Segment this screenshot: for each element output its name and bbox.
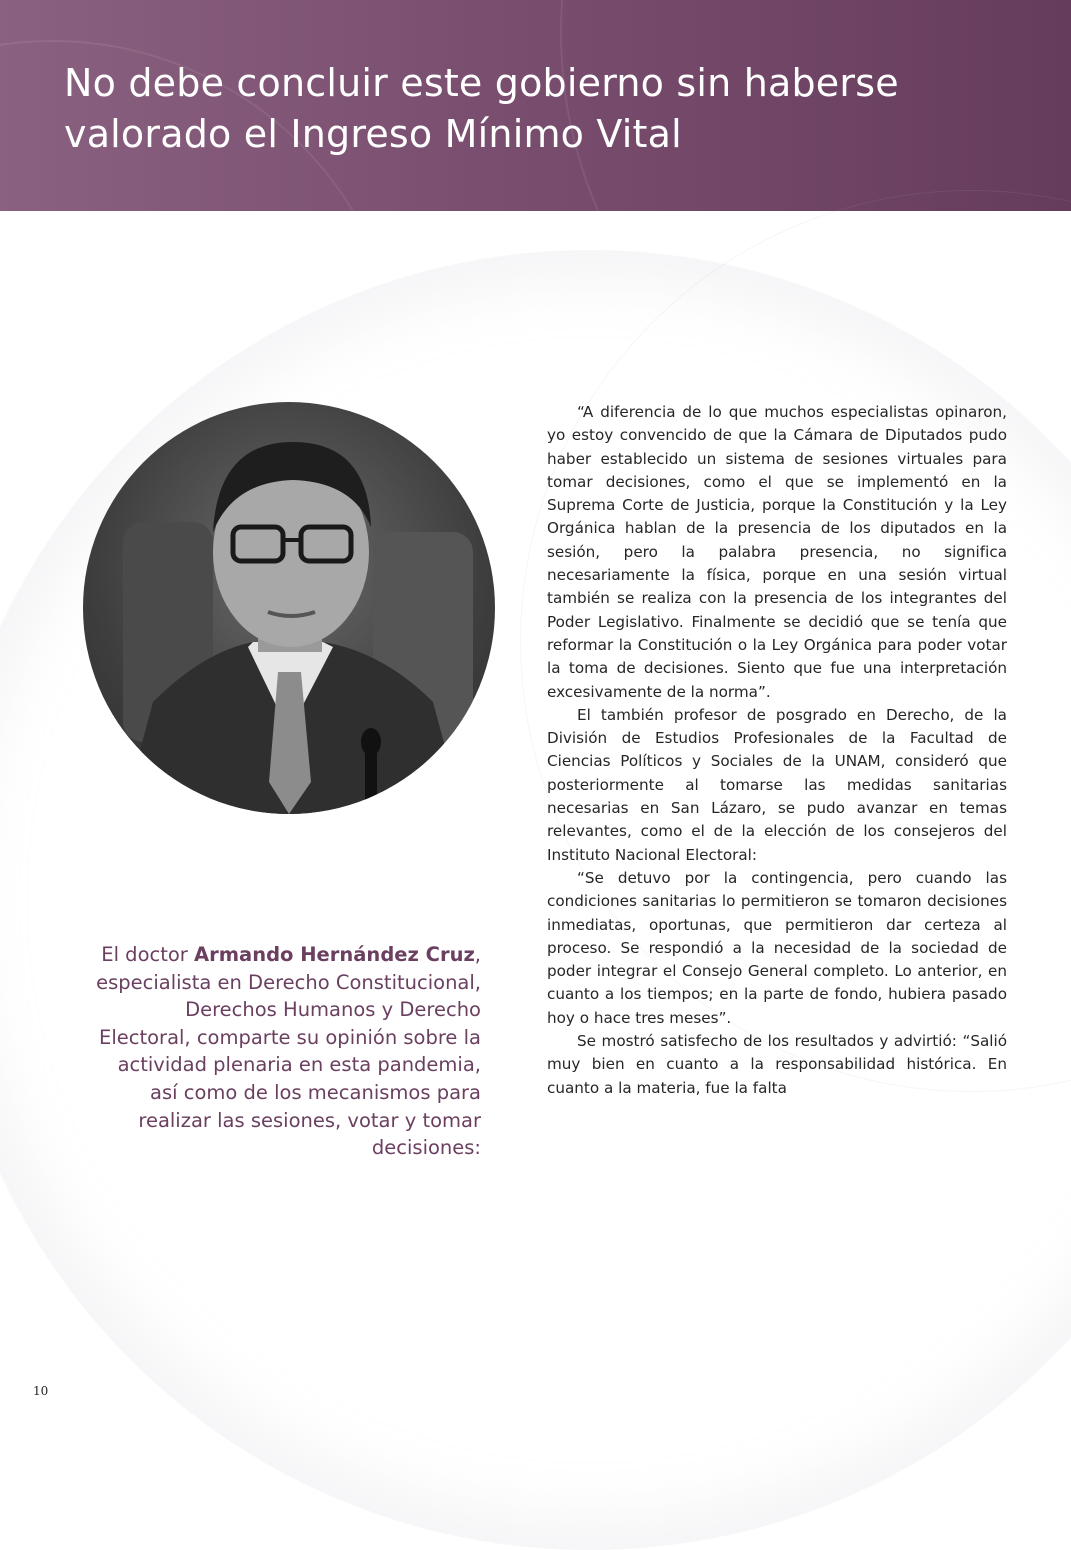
article-body — [547, 401, 1007, 1100]
intro-paragraph — [95, 941, 481, 1162]
portrait-photo — [83, 402, 495, 814]
body-paragraph: Se mostró satisfecho de los resultados y advirtió: “Salió muy bien en cuanto a la responsabilidad histórica. En cuanto a la materia, fue la falta — [547, 1032, 1007, 1097]
intro-lead: El doctor — [101, 943, 188, 966]
body-paragraph: “A diferencia de lo que muchos especialistas opinaron, yo estoy convencido de que la Cámara de Diputados pudo haber establecido un sistema de sesiones virtuales para tomar decisiones, como el que se implementó en la Suprema Corte de Justicia, porque la Constitución y la Ley Orgánica hablan de la presencia de los diputados en la sesión, pero la palabra presencia, no significa necesariamente la física, porque en una sesión virtual también se realiza con la presencia de los integrantes del Poder Legislativo. Finalmente se decidió que se tenía que reformar la Constitución o la Ley Orgánica para poder votar la toma de decisiones. Siento que fue una interpretación excesivamente de la norma”. — [547, 403, 1007, 701]
person-portrait-icon — [83, 402, 495, 814]
page-number: 10 — [33, 1384, 49, 1398]
interviewee-name: Armando Hernández Cruz — [194, 943, 475, 966]
body-paragraph: El también profesor de posgrado en Derecho, de la División de Estudios Profesionales de la Facultad de Ciencias Políticos y Sociales de la UNAM, consideró que posteriormente al tomarse las medidas sanitarias necesarias en San Lázaro, se pudo avanzar en temas relevantes, como el de la elección de los consejeros del Instituto Nacional Electoral: — [547, 705, 1007, 864]
intro-rest: , especialista en Derecho Constitucional, Derechos Humanos y Derecho Electoral, comparte su opinión sobre la actividad plenaria en esta pandemia, así como de los mecanismos para realizar las sesiones, votar y tomar decisiones: — [96, 943, 481, 1160]
body-paragraph: “Se detuvo por la contingencia, pero cuando las condiciones sanitarias lo permitieron se tomaron decisiones inmediatas, oportunas, que permitieron dar certeza al proceso. Se respondió a la necesidad de la sociedad de poder integrar el Consejo General completo. Lo anterior, en cuanto a los tiempos; en la parte de fondo, hubiera pasado hoy o hace tres meses”. — [547, 868, 1007, 1027]
header-banner — [0, 0, 1071, 211]
article-title: No debe concluir este gobierno sin haberse valorado el Ingreso Mínimo Vital — [64, 61, 899, 156]
